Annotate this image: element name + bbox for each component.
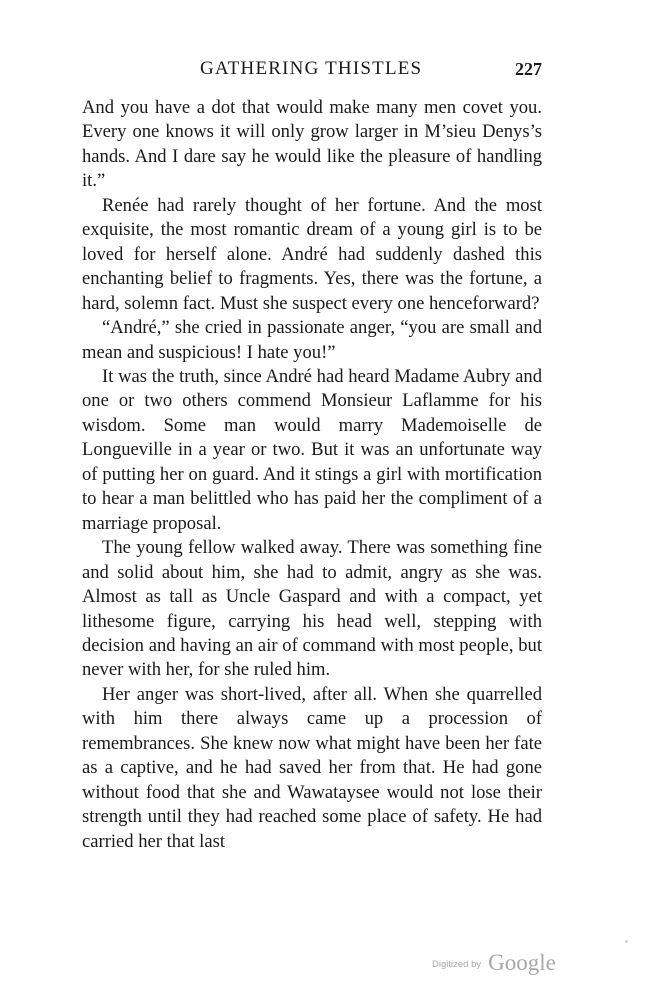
paragraph-3: “André,” she cried in passionate anger, “you are small and mean and suspicious! I hate you!” <box>82 317 542 363</box>
digitized-by-label: Digitized by <box>432 959 482 970</box>
paragraph-2: Renée had rarely thought of her fortune. And the most exquisite, the most romantic dream of a young girl is to be loved for herself alone. André had suddenly dashed this enchanting belief to fragments. Yes, there was the fortune, a hard, solemn fact. Must she suspect every one henceforward? <box>82 194 542 314</box>
paragraph-6: Her anger was short-lived, after all. When she quarrelled with him there always came up a procession of remembrances. She knew now what might have been her fate as a captive, and he had saved her from that. He had gone without food that she and Wawataysee would not lose their strength until they had reached some place of safety. He had carried her that last <box>82 683 542 852</box>
digitized-watermark <box>432 950 556 980</box>
paragraph-1: And you have a dot that would make many men covet you. Every one knows it will only grow larger in M’sieu Denys’s hands. And I dare say he would like the pleasure of handling it.” <box>82 97 542 192</box>
body-text <box>82 96 542 854</box>
google-logo: Google <box>488 950 556 975</box>
page-number: 227 <box>515 59 542 79</box>
running-head <box>82 57 542 81</box>
paragraph-5: The young fellow walked away. There was something fine and solid about him, she had to admit, angry as she was. Almost as tall as Uncle Gaspard and with a compact, yet lithesome figure, carrying his head well, stepping with decision and having an air of command with most people, but never with her, for she ruled him. <box>82 537 542 681</box>
running-title: GATHERING THISTLES <box>200 58 423 79</box>
paragraph-4: It was the truth, since André had heard Madame Aubry and one or two others commend Monsieur Laflamme for his wisdom. Some man would marry Mademoiselle de Longueville in a year or two. But it was an unfortunate way of putting her on guard. And it stings a girl with mortification to hear a man belittled who has paid her the compliment of a marriage proposal. <box>82 365 542 534</box>
paper-speck <box>625 940 628 943</box>
